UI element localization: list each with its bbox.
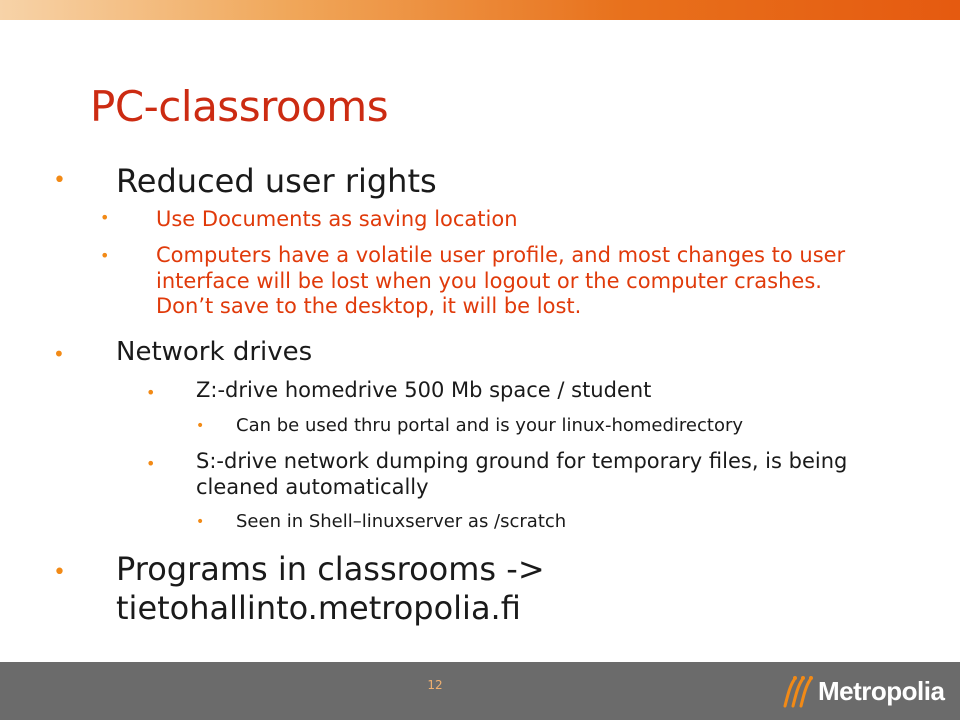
bullet-icon: • [100,246,110,265]
bullet-s-drive: S:-drive network dumping ground for temporary files, is being cleaned automatically [196,449,848,499]
page-number: 12 [427,678,443,692]
metropolia-logo-icon [780,674,816,710]
logo-text: Metropolia [818,676,945,706]
bullet-programs-link: Programs in classrooms -> tietohallinto.metropolia.fi [116,550,545,628]
bullet-documents-location: Use Documents as saving location [156,207,518,231]
bullet-z-drive: Z:-drive homedrive 500 Mb space / student [196,378,652,402]
bullet-icon: • [196,418,205,434]
bullet-icon: • [53,342,65,366]
bullet-portal-homedirectory: Can be used thru portal and is your linux-homedirectory [236,415,744,436]
footer-bar [0,662,960,720]
top-gradient-bar [0,0,960,20]
bullet-reduced-user-rights: Reduced user rights [116,162,437,200]
bullet-icon: • [53,168,66,193]
bullet-volatile-profile: Computers have a volatile user profile, and most changes to user interface will be lost when you logout or the computer crashes. Don’t save to the desktop, it will be lost. [156,243,846,319]
bullet-icon: • [100,208,110,227]
bullet-scratch: Seen in Shell–linuxserver as /scratch [236,511,567,532]
bullet-icon: • [196,514,205,530]
bullet-icon: • [53,560,66,585]
bullet-icon: • [146,454,156,473]
bullet-network-drives: Network drives [116,337,313,367]
metropolia-logo [780,674,950,710]
bullet-icon: • [146,383,156,402]
slide-title: PC-classrooms [90,82,389,131]
